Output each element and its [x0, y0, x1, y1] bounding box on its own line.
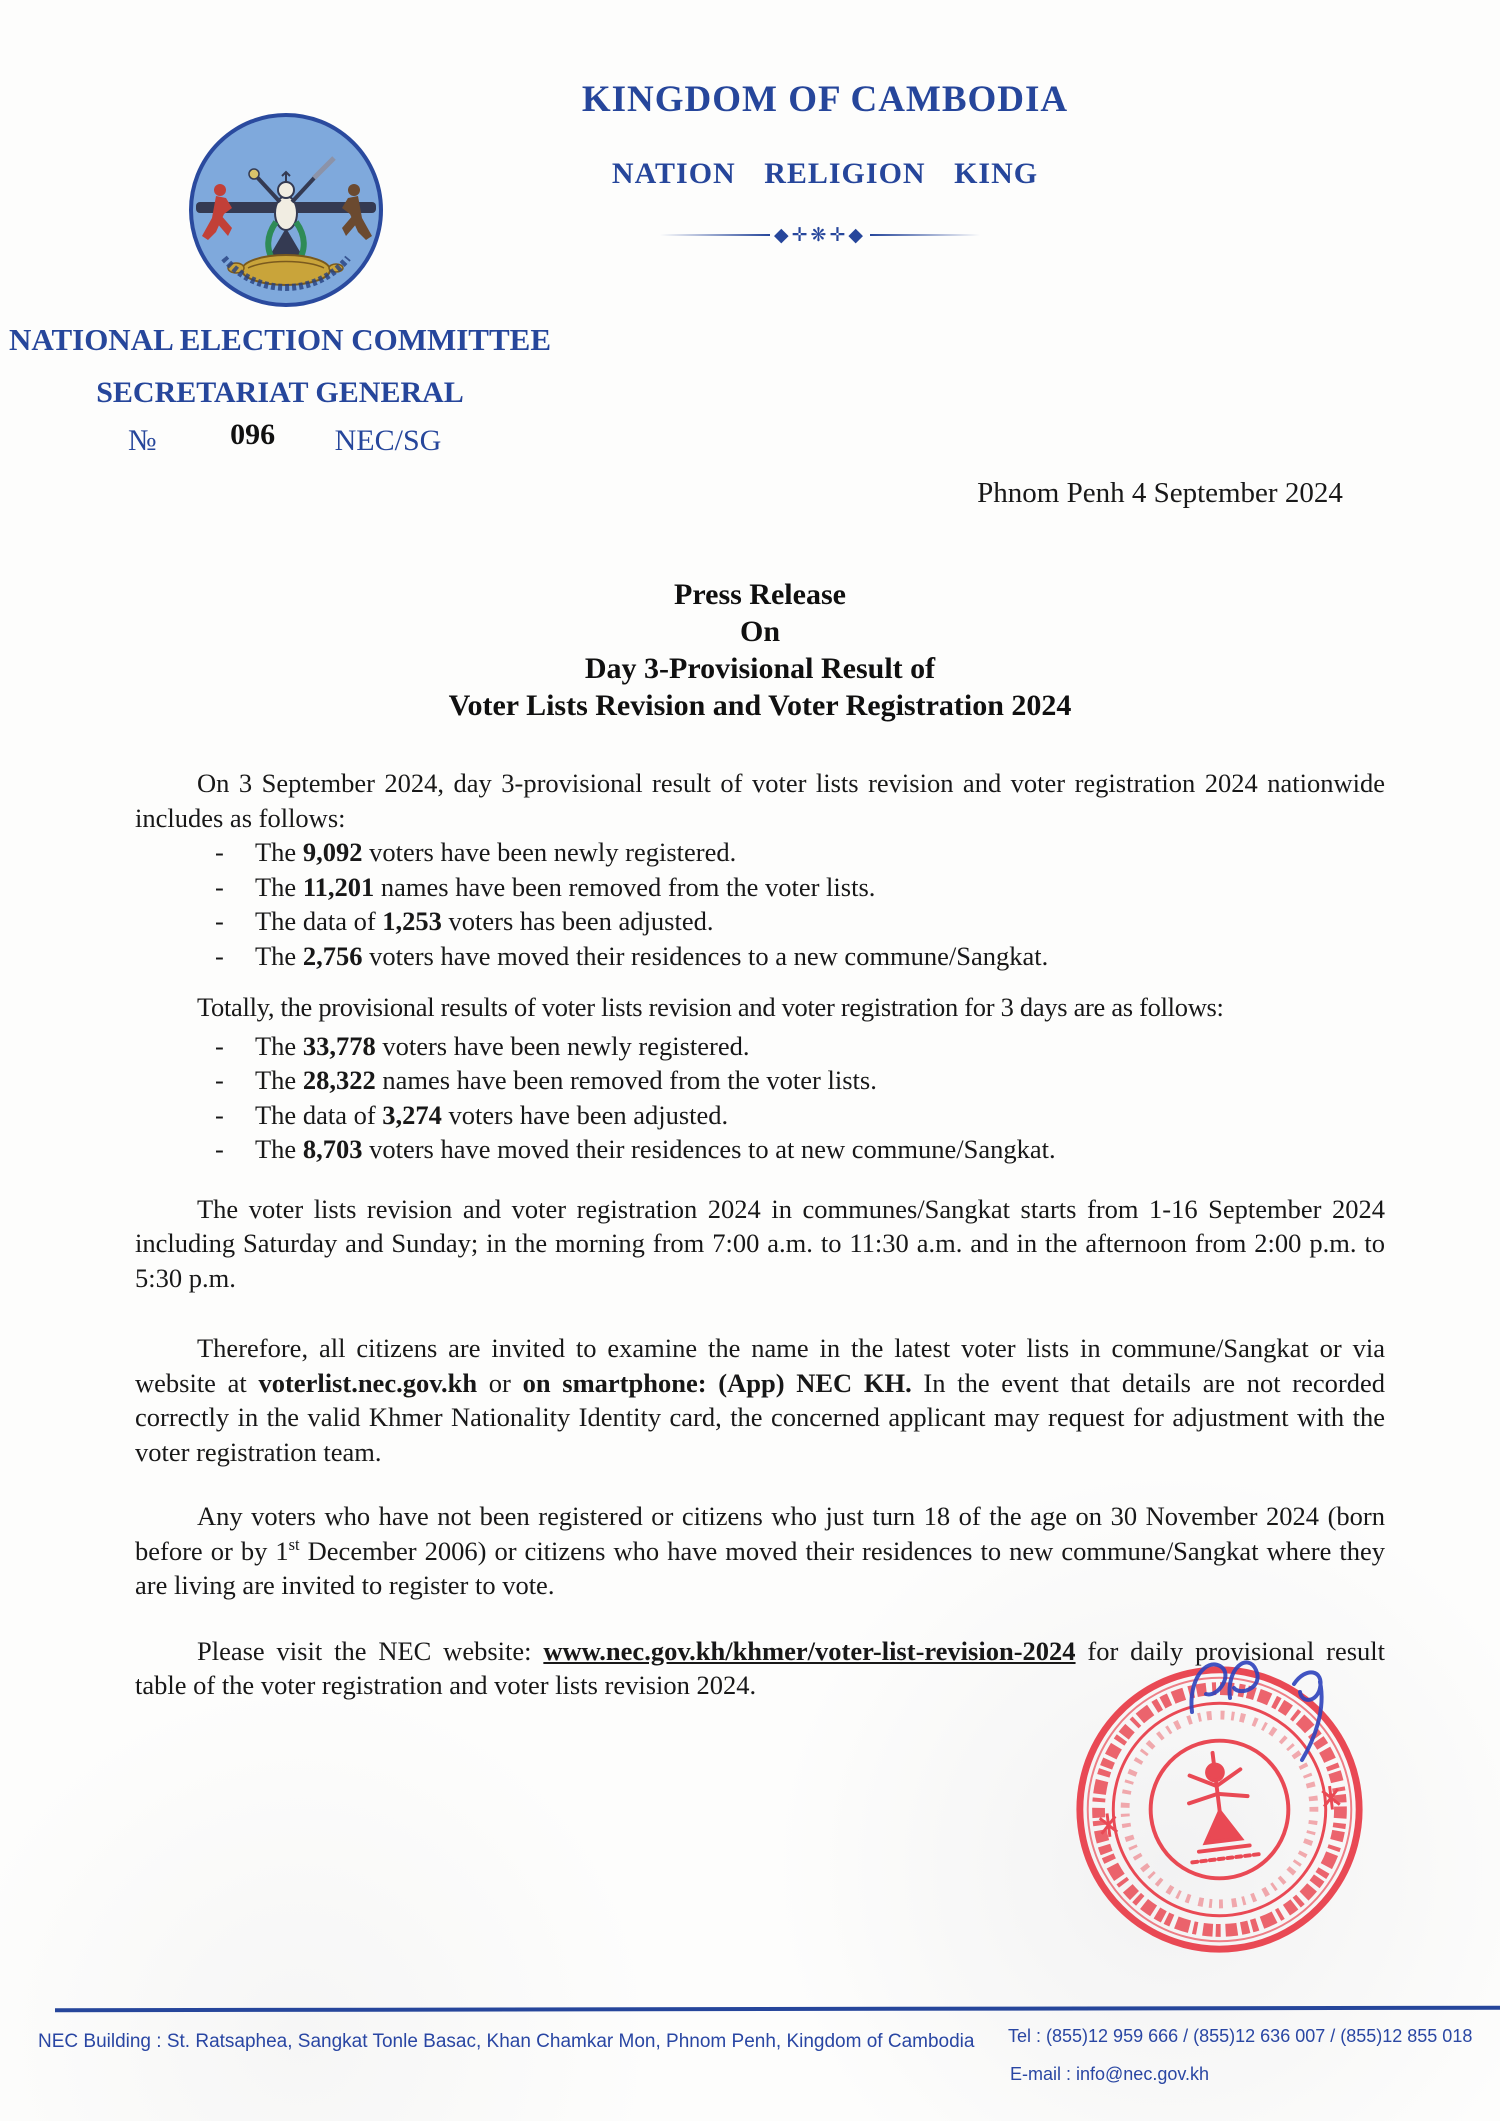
dateline: Phnom Penh 4 September 2024 — [977, 477, 1343, 509]
paragraph-examine-lists: Therefore, all citizens are invited to examine the name in the latest voter lists in commune/Sangkat or via website at voterlist.nec.gov.kh or on smartphone: (App) NEC KH. In the event that details are not recorded correctly in the valid Khmer Nationality Identity card, the concerned applicant may request for adjustment with the voter registration team. — [135, 1333, 1385, 1467]
bullet-dash: - — [215, 837, 224, 867]
bullet-dash: - — [215, 1099, 224, 1130]
title-line: Press Release — [674, 578, 846, 611]
list-item-text: The data of 1,253 voters has been adjusted. — [255, 906, 714, 936]
bullet-dash: - — [215, 906, 224, 936]
list-item — [135, 1098, 1385, 1133]
paragraph-website: Please visit the NEC website: www.nec.gov.kh/khmer/voter-list-revision-2024 for daily provisional result table of the voter registration and voter lists revision 2024. — [135, 1635, 1385, 1700]
bullet-list-day3 — [135, 835, 1385, 973]
bullet-dash: - — [215, 1030, 224, 1061]
nec-emblem-logo — [186, 110, 386, 310]
footer-email: E-mail : info@nec.gov.kh — [1010, 2064, 1210, 2084]
bullet-dash: - — [215, 940, 224, 971]
bullet-list-totals — [135, 1029, 1385, 1167]
bullet-dash: - — [215, 871, 224, 902]
list-item — [135, 1029, 1385, 1064]
list-item-text: The 8,703 voters have moved their residences to at new commune/Sangkat. — [255, 1134, 1056, 1164]
doc-no-value: 096 — [230, 418, 276, 451]
ornament-divider — [620, 224, 1020, 246]
secretariat-name: SECRETARIAT GENERAL — [96, 376, 464, 409]
document-body — [135, 766, 1385, 1703]
divider-line-left-icon — [660, 234, 770, 236]
list-item-text: The 9,092 voters have been newly registered. — [255, 837, 737, 867]
list-item — [135, 1063, 1385, 1098]
footer-address: NEC Building : St. Ratsaphea, Sangkat Tonle Basac, Khan Chamkar Mon, Phnom Penh, Kingdom of Cambodia — [38, 2031, 975, 2052]
title-line: Voter Lists Revision and Voter Registration 2024 — [448, 689, 1072, 722]
list-item-text: The 28,322 names have been removed from the voter lists. — [255, 1065, 877, 1095]
bullet-dash: - — [215, 1134, 224, 1164]
paragraph-eligibility: Any voters who have not been registered or citizens who just turn 18 of the age on 30 November 2024 (born before or by 1st December 2006) or citizens who have moved their residences to new commune/Sangkat where they are living are invited to register to vote. — [135, 1501, 1386, 1600]
bullet-dash: - — [215, 1065, 224, 1095]
paragraph-totals: Totally, the provisional results of voter lists revision and voter registration for 3 days are as follows: — [197, 992, 1224, 1022]
list-item — [135, 939, 1385, 974]
list-item — [135, 1132, 1385, 1167]
paragraph-intro-day3: On 3 September 2024, day 3-provisional result of voter lists revision and voter registration 2024 nationwide includes as follows: — [135, 768, 1385, 833]
doc-no-suffix: NEC/SG — [334, 424, 442, 457]
title-line: On — [739, 615, 781, 648]
list-item — [135, 835, 1385, 870]
list-item-text: The data of 3,274 voters have been adjusted. — [255, 1099, 729, 1130]
document-number — [128, 418, 442, 458]
list-item — [135, 904, 1385, 939]
paragraph-schedule: The voter lists revision and voter registration 2024 in communes/Sangkat starts from 1-16 September 2024 including Saturday and Sunday; in the morning from 7:00 a.m. to 11:30 a.m. and in the afternoon from 2:00 p.m. to 5:30 p.m. — [135, 1193, 1385, 1293]
title-line: Day 3-Provisional Result of — [584, 652, 936, 685]
list-item — [135, 870, 1385, 905]
press-release-title — [135, 576, 1385, 724]
doc-no-label: № — [128, 424, 157, 457]
signature-mark — [1182, 1642, 1372, 1782]
divider-glyphs-icon: ◆✛❋✛◆ — [774, 224, 866, 246]
divider-line-right-icon — [870, 234, 980, 236]
list-item-text: The 11,201 names have been removed from the voter lists. — [255, 871, 876, 902]
footer-divider — [55, 2006, 1500, 2013]
committee-name: NATIONAL ELECTION COMMITTEE — [8, 322, 551, 357]
footer-telephone: Tel : (855)12 959 666 / (855)12 636 007 / (855)12 855 018 — [1008, 2026, 1473, 2046]
motto-line: NATION RELIGION KING — [611, 157, 1039, 190]
list-item-text: The 2,756 voters have moved their residences to a new commune/Sangkat. — [255, 940, 1049, 971]
kingdom-title: KINGDOM OF CAMBODIA — [581, 79, 1069, 120]
list-item-text: The 33,778 voters have been newly registered. — [255, 1030, 750, 1061]
